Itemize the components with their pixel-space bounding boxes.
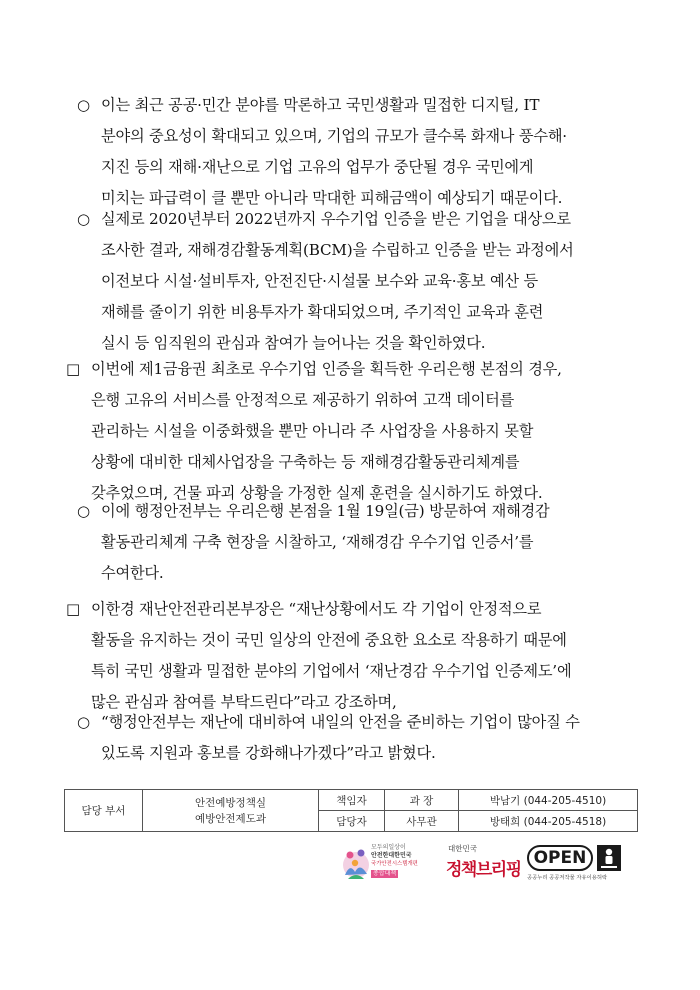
paragraph-ministry-quote <box>77 707 637 769</box>
paragraph-woori-bank <box>66 354 638 509</box>
role-cell: 담당자 <box>319 811 385 832</box>
paragraph-survey <box>77 204 637 359</box>
table-row <box>65 790 638 811</box>
title-cell: 과 장 <box>385 790 459 811</box>
person-cell: 박남기 (044-205-4510) <box>459 790 638 811</box>
circle-bullet: ○ <box>77 502 90 520</box>
square-bullet: □ <box>66 600 80 618</box>
paragraph-director-quote <box>66 594 638 718</box>
paragraph-text: “행정안전부는 재난에 대비하여 내일의 안전을 준비하는 기업이 많아질 수 있도록 지원과 홍보를 강화해나가겠다”라고 밝혔다. <box>101 713 580 762</box>
title-cell: 사무관 <box>385 811 459 832</box>
paragraph-text: 이에 행정안전부는 우리은행 본점을 1월 19일(금) 방문하여 재해경감 활동관리체계 구축 현장을 시찰하고, ‘재해경감 우수기업 인증서’를 수여한다. <box>101 502 550 582</box>
safety-campaign-logo: 모두의일상이 안전한대한민국 국가안전시스템개편 종합대책 <box>341 843 431 885</box>
dept-label: 담당 부서 <box>65 790 143 832</box>
attribution-icon <box>597 845 621 871</box>
people-icon <box>341 843 371 883</box>
dept-name: 안전예방정책실 예방안전제도과 <box>143 790 319 832</box>
circle-bullet: ○ <box>77 96 90 114</box>
person-cell: 방태희 (044-205-4518) <box>459 811 638 832</box>
role-cell: 책임자 <box>319 790 385 811</box>
paragraph-text: 이한경 재난안전관리본부장은 “재난상황에서도 각 기업이 안정적으로 활동을 유지하는 것이 국민 일상의 안전에 중요한 요소로 작용하기 때문에 특히 국민 생활과 밀접한 분야의 기업에서 ‘재난경감 우수기업 인증제도’에 많은 관심과 참여를 부탁드린다”라고 강조하며, <box>91 600 572 711</box>
paragraph-text: 이번에 제1금융권 최초로 우수기업 인증을 획득한 우리은행 본점의 경우, 은행 고유의 서비스를 안정적으로 제공하기 위하여 고객 데이터를 관리하는 시설을 이중화했을 뿐만 아니라 주 사업장을 사용하지 못할 상황에 대비한 대체사업장을 구축하는 등 재해경감활동관리체계를 갖추었으며, 건물 파괴 상황을 가정한 실제 훈련을 실시하기도 하였다. <box>91 360 562 502</box>
paragraph-visit <box>77 496 637 589</box>
person-icon <box>597 845 621 871</box>
circle-bullet: ○ <box>77 210 90 228</box>
kogl-open-logo: OPEN 공공누리 공공저작물 자유이용허락 <box>527 845 623 885</box>
paragraph-text: 이는 최근 공공·민간 분야를 막론하고 국민생활과 밀접한 디지털, IT 분야의 중요성이 확대되고 있으며, 기업의 규모가 클수록 화재나 풍수해· 지진 등의 재해·재난으로 기업 고유의 업무가 중단될 경우 국민에게 미치는 파급력이 클 뿐만 아니라 막대한 피해금액이 예상되기 때문이다. <box>101 96 567 207</box>
contact-table <box>64 789 638 832</box>
circle-bullet: ○ <box>77 713 90 731</box>
policy-briefing-logo: 대한민국 정책브리핑 <box>446 844 521 880</box>
square-bullet: □ <box>66 360 80 378</box>
paragraph-text: 실제로 2020년부터 2022년까지 우수기업 인증을 받은 기업을 대상으로 조사한 결과, 재해경감활동계획(BCM)을 수립하고 인증을 받는 과정에서 이전보다 시설·설비투자, 안전진단·시설물 보수와 교육·홍보 예산 등 재해를 줄이기 위한 비용투자가 확대되었으며, 주기적인 교육과 훈련 실시 등 임직원의 관심과 참여가 늘어나는 것을 확인하였다. <box>101 210 574 352</box>
paragraph-reason <box>77 90 637 214</box>
